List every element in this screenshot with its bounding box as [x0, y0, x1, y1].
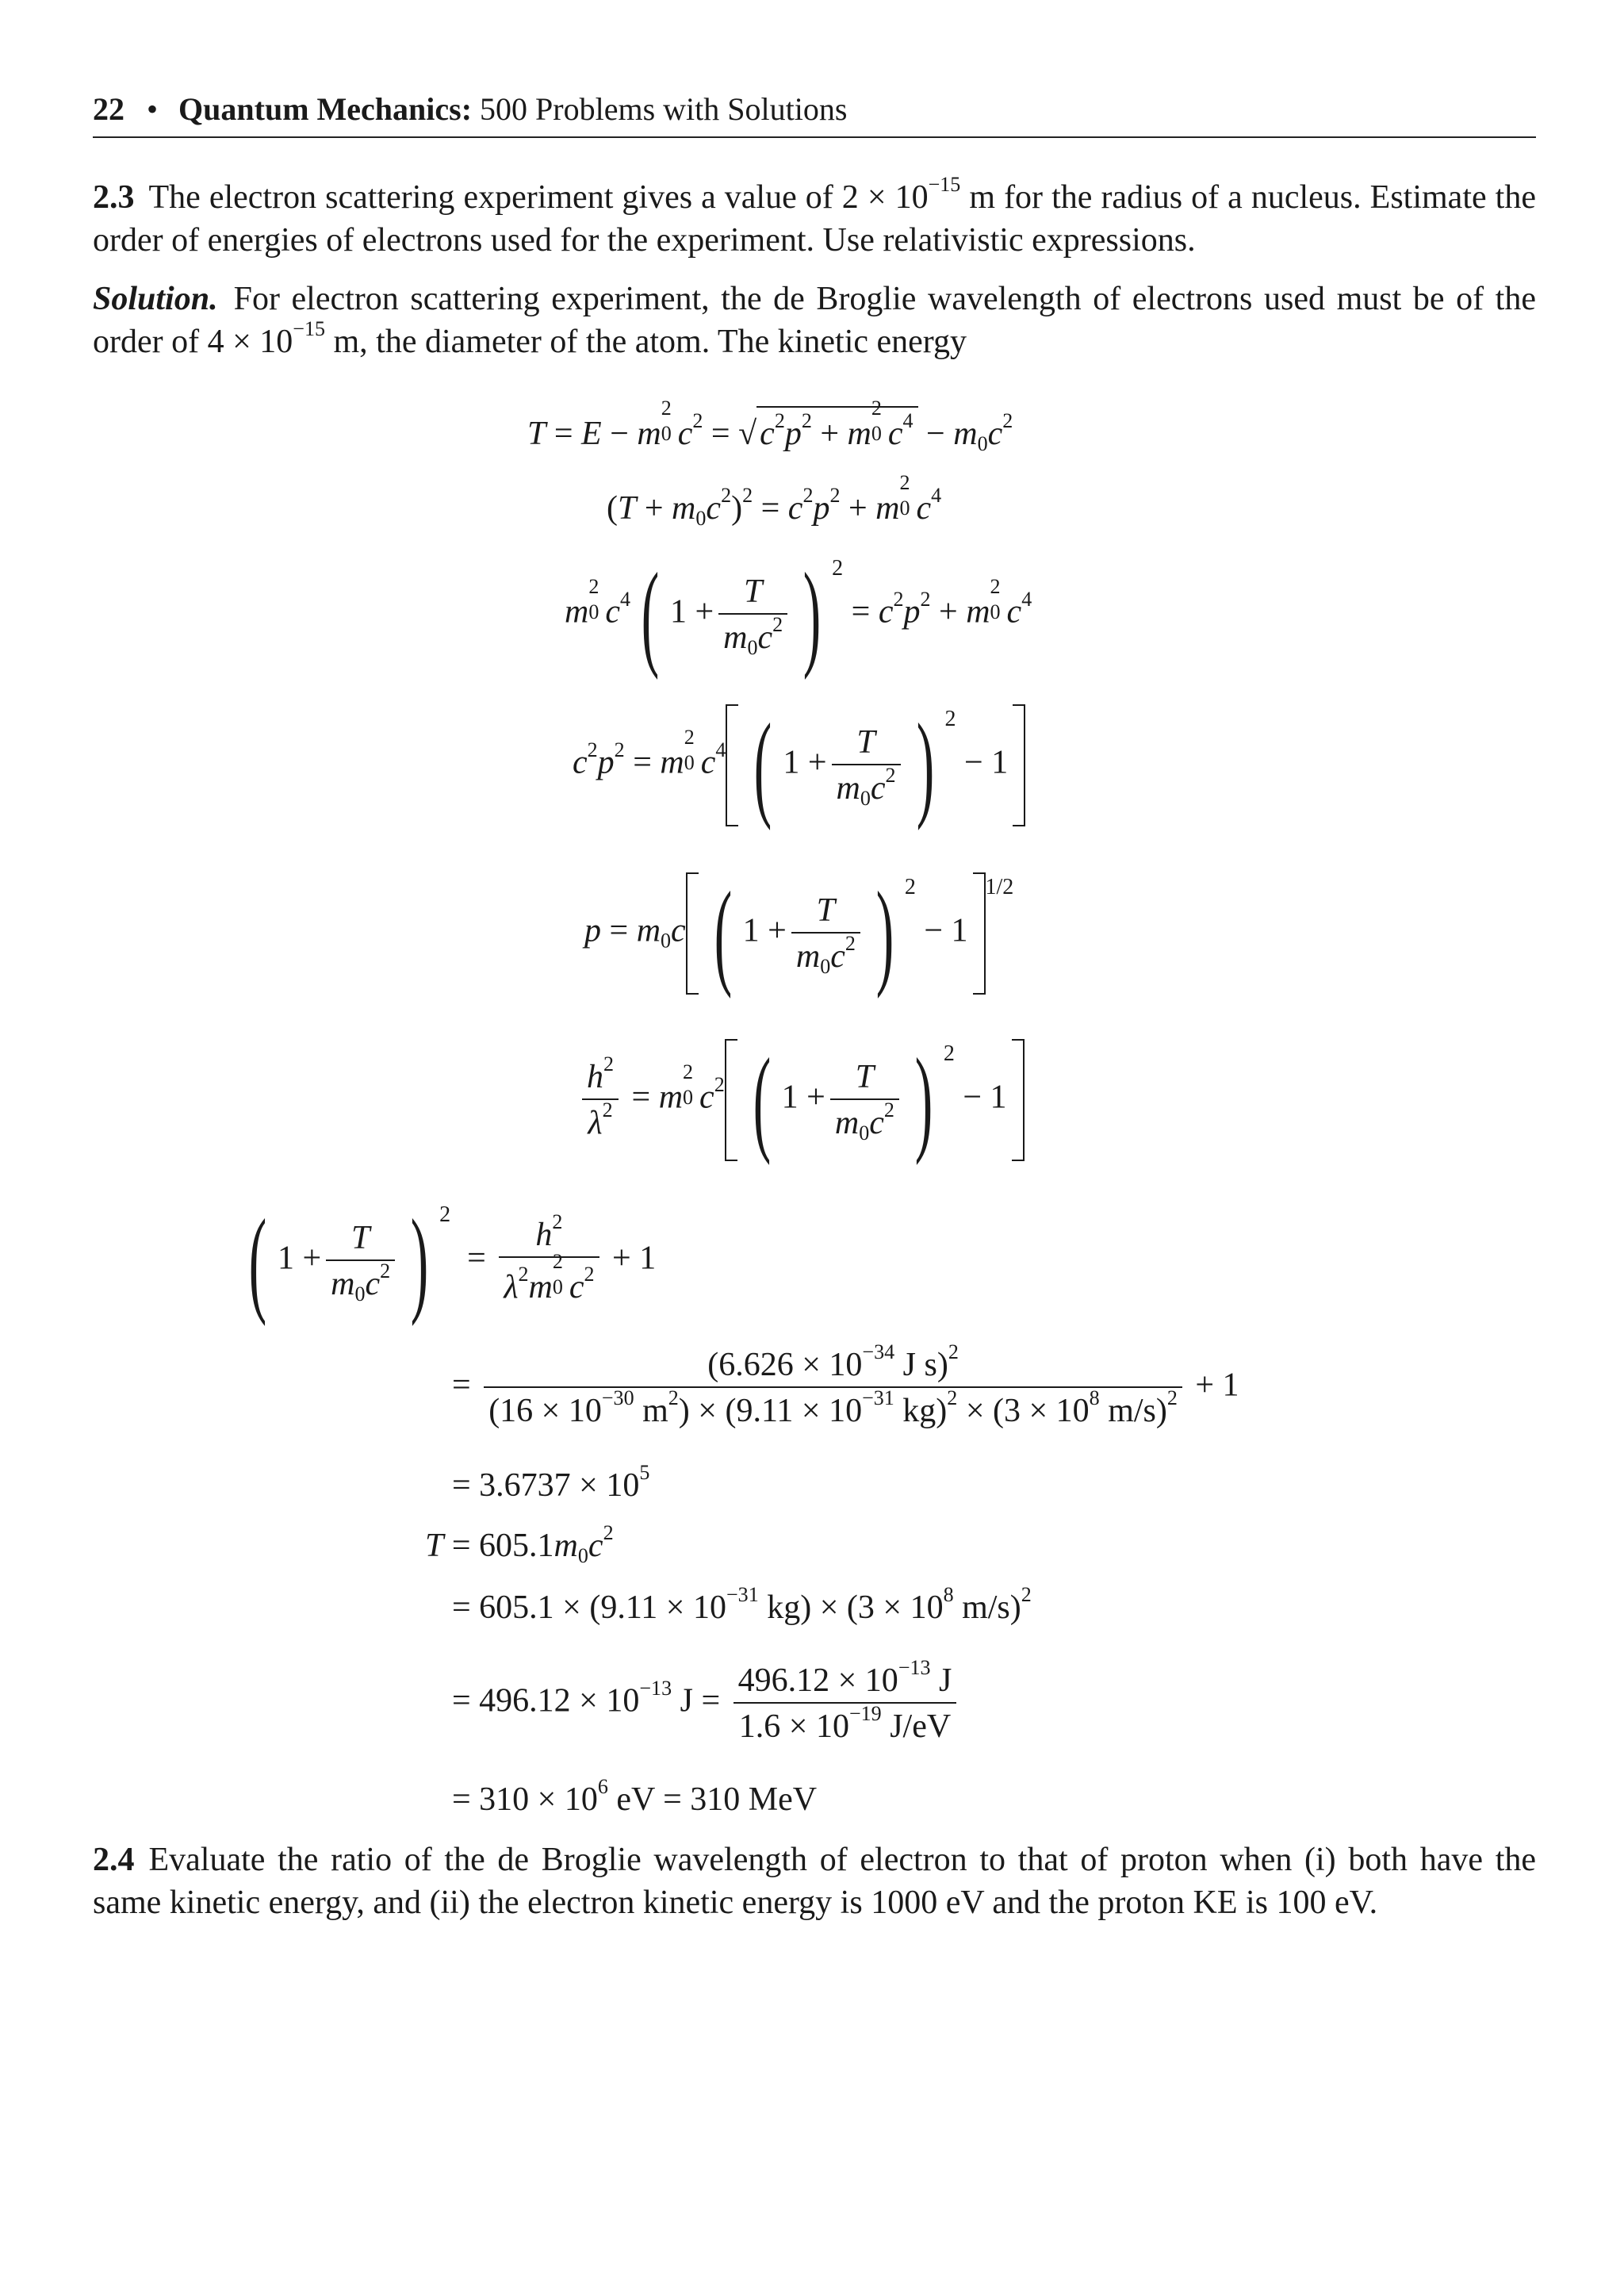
solution-label: Solution.: [93, 281, 218, 317]
equation-13: = $310 \times 10^6$ eV = 310 MeV: [452, 1775, 818, 1818]
equation-3: m 2 0 $c^4$( 1 + $\frac{T}{m_0c^2}$ ) $^2 = c^2p^2 + m$ 2 0 $c^4$: [565, 549, 1032, 681]
header-bullet: •: [147, 91, 159, 127]
equation-12: = $496.12 \times 10^{-13}$ J = $\frac{496.12 \times 10^{-13} J}{1.6 \times 10^{-19} J/eV}$: [452, 1664, 961, 1743]
book-title-rest: 500 Problems with Solutions: [480, 91, 848, 127]
problem-2-3: [93, 173, 1536, 262]
solution-exp: −15: [293, 317, 326, 341]
problem-text-a: The electron scattering experiment gives a value of 2 × 10: [148, 179, 929, 216]
running-header: [93, 91, 848, 127]
page-number: 22: [93, 91, 124, 127]
equation-2: $(T + m_0c^2)^2 = c^2p^2 + m$ 2 0 $c^4$: [607, 470, 942, 530]
problem-2-4: [93, 1838, 1536, 1924]
equation-9: = $3.6737 \times 10^5$: [452, 1461, 650, 1504]
equation-1: T = E − m 2 0 $c^2 = √c^2p^2 + m$ 2 0 $c^4 - m_0c^2$: [527, 396, 1013, 455]
equation-11: = $605.1 \times (9.11 \times 10^{-31}$ $kg) \times (3 \times 10^8$ m/s)$^2$: [452, 1583, 1032, 1626]
equation-5: $p = m_0c$ ( 1 + $\frac{T}{m_0c^2}$ ) $^2 - 1^{1/2}$: [584, 868, 1014, 999]
problem-number: 2.3: [93, 179, 135, 216]
problem-text: Evaluate the ratio of the de Broglie wavelength of electron to that of proton when (i) both have the same kinetic energy, and (ii) the electron kinetic energy is 1000 eV and the proton KE is 100 eV.: [93, 1842, 1536, 1921]
solution-text-b: m, the diameter of the atom. The kinetic energy: [325, 324, 967, 360]
equation-8: = $\frac{(6.626 \times 10^{-34} J s)^2}{(16 \times 10^{-30} m^2) \times (9.11 \times 10^{-31} kg)^2 \times (3 \times 10^8 m/s)^2}$ + 1: [452, 1340, 1239, 1429]
solution-paragraph: [93, 278, 1536, 363]
problem-text-b: m for the radius of a nucleus. Estimate the order of energies of electrons used for the experiment. Use relativistic expressions.: [93, 179, 1536, 259]
problem-number: 2.4: [93, 1842, 135, 1878]
equation-4: $c^2p^2 = m$ 2 0 $c^4$ ( 1 + $\frac{T}{m_0c^2}$ ) $^2$ − 1: [573, 704, 1025, 826]
solution-text-a: For electron scattering experiment, the de Broglie wavelength of electrons used must be of the order of 4 × 10: [93, 281, 1536, 360]
header-rule: [93, 136, 1536, 138]
problem-exp: −15: [928, 173, 961, 197]
equation-7: ( 1 + $\frac{T}{m_0c^2}$ ) $^2$ = $h^2$ $\lambda^2m$ 2 0 $c^2$ + 1: [248, 1195, 657, 1327]
equation-6: $\frac{h^2}{\lambda^2}$ = m 2 0 $c^2$ ( 1 + $\frac{T}{m_0c^2}$ ) $^2$ − 1: [577, 1039, 1025, 1161]
equation-10: $T = 605.1m_0c^2$: [425, 1521, 614, 1567]
book-title-bold: Quantum Mechanics:: [178, 91, 473, 127]
